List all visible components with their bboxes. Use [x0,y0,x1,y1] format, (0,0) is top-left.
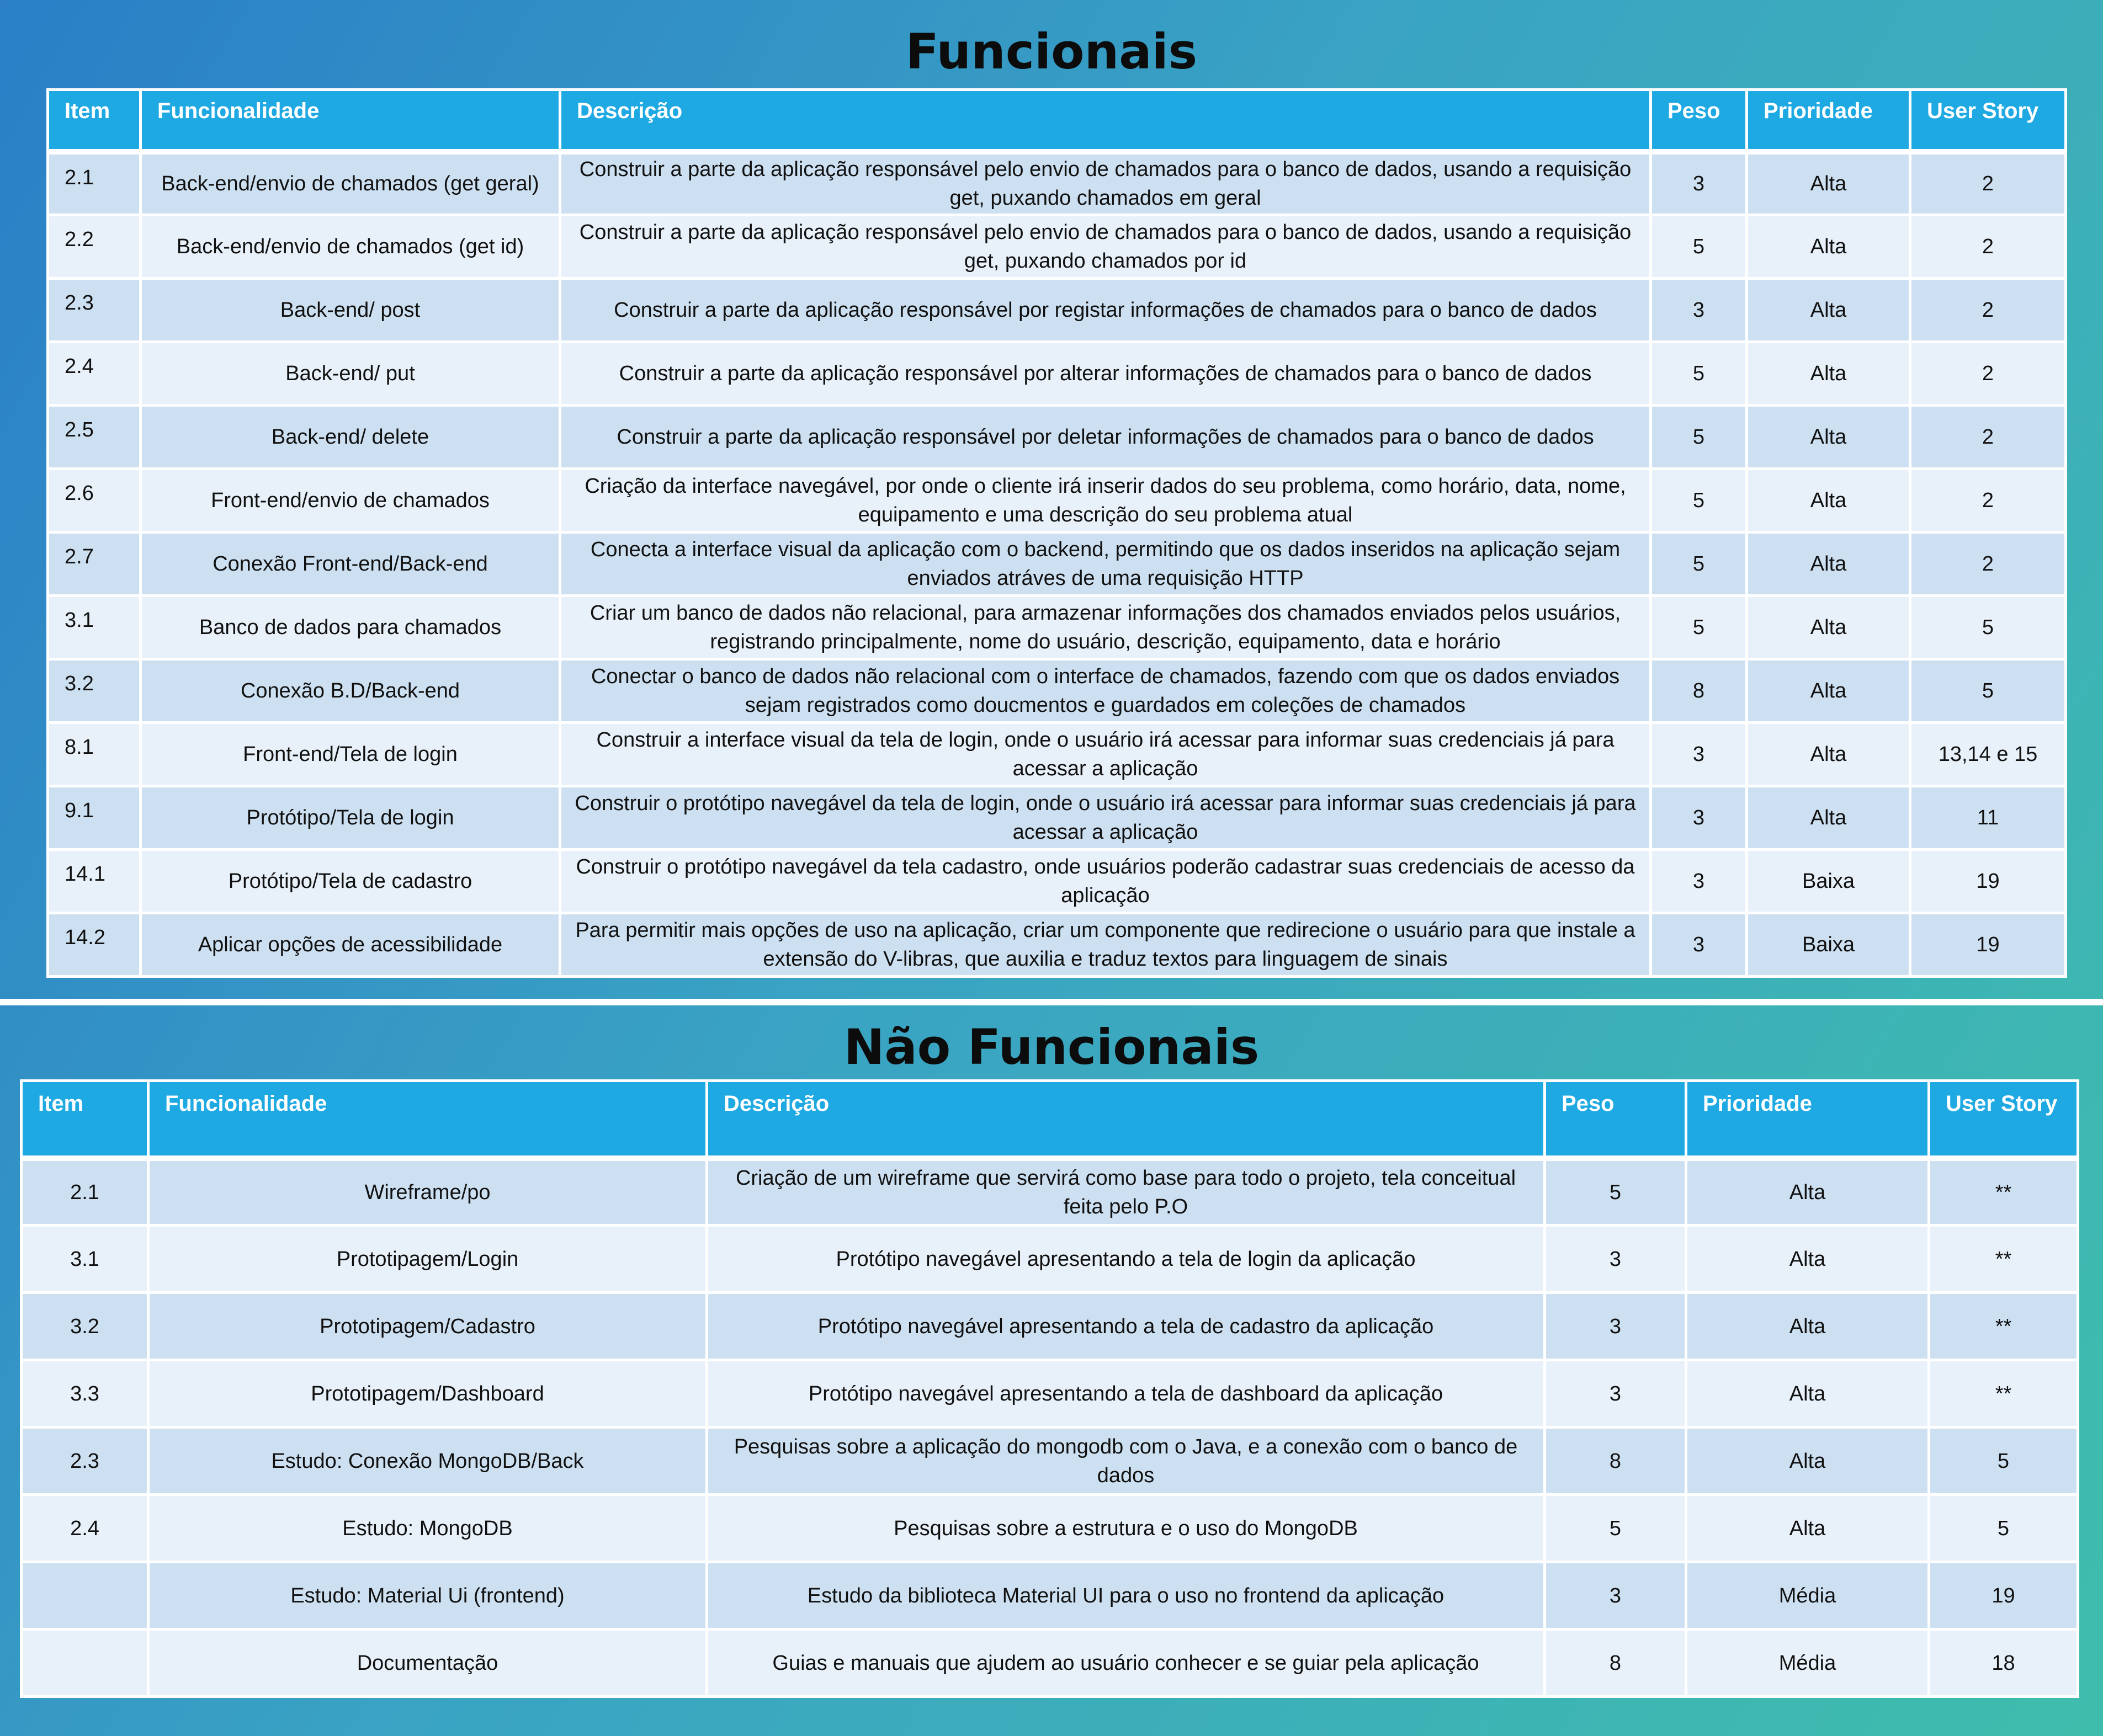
cell-user-story: ** [1929,1226,2078,1293]
cell-item: 2.3 [48,279,141,342]
table-row [48,786,2066,850]
cell-item: 2.4 [22,1495,148,1562]
header-funcionalidade: Funcionalidade [148,1081,707,1158]
cell-descricao: Conecta a interface visual da aplicação com o backend, permitindo que os dados inseridos na aplicação sejam enviados atráves de uma requisição HTTP [560,532,1651,596]
cell-user-story: 5 [1929,1495,2078,1562]
cell-peso: 3 [1651,152,1747,215]
cell-prioridade: Alta [1747,532,1910,596]
cell-peso: 3 [1651,279,1747,342]
header-item: Item [48,90,141,152]
cell-prioridade: Alta [1686,1360,1929,1428]
cell-descricao: Protótipo navegável apresentando a tela de cadastro da aplicação [707,1293,1545,1360]
cell-descricao: Construir o protótipo navegável da tela cadastro, onde usuários poderão cadastrar suas credenciais de acesso da aplicação [560,850,1651,913]
cell-peso: 8 [1545,1630,1686,1697]
cell-funcionalidade: Back-end/ delete [141,406,560,469]
table-row [48,723,2066,786]
cell-prioridade: Alta [1747,279,1910,342]
cell-descricao: Criação da interface navegável, por onde o cliente irá inserir dados do seu problema, como horário, data, nome, equipamento e uma descrição do seu problema atual [560,469,1651,532]
table-row [48,469,2066,532]
table-row [48,342,2066,406]
header-prioridade: Prioridade [1747,90,1910,152]
cell-funcionalidade: Estudo: MongoDB [148,1495,707,1562]
cell-descricao: Construir a parte da aplicação responsável por registar informações de chamados para o banco de dados [560,279,1651,342]
cell-funcionalidade: Prototipagem/Login [148,1226,707,1293]
cell-prioridade: Alta [1686,1158,1929,1226]
cell-item: 3.1 [48,596,141,659]
cell-peso: 3 [1545,1360,1686,1428]
cell-user-story: 13,14 e 15 [1910,723,2066,786]
table-header-row [22,1081,2078,1158]
cell-item: 3.3 [22,1360,148,1428]
cell-user-story: 11 [1910,786,2066,850]
table-row [22,1562,2078,1630]
cell-funcionalidade: Documentação [148,1630,707,1697]
table-row [48,532,2066,596]
cell-peso: 5 [1545,1495,1686,1562]
cell-descricao: Conectar o banco de dados não relacional com o interface de chamados, fazendo com que os dados enviados sejam registrados como doucmentos e guardados em coleções de chamados [560,659,1651,723]
cell-peso: 5 [1651,215,1747,279]
cell-item [22,1562,148,1630]
table-row [22,1360,2078,1428]
cell-descricao: Protótipo navegável apresentando a tela de login da aplicação [707,1226,1545,1293]
table-row [48,596,2066,659]
cell-funcionalidade: Aplicar opções de acessibilidade [141,913,560,977]
non-functional-requirements-table [20,1079,2079,1698]
header-descricao: Descrição [560,90,1651,152]
cell-peso: 8 [1545,1428,1686,1495]
section-divider [0,999,2103,1005]
cell-item: 9.1 [48,786,141,850]
cell-prioridade: Média [1686,1630,1929,1697]
cell-peso: 5 [1545,1158,1686,1226]
cell-funcionalidade: Conexão B.D/Back-end [141,659,560,723]
cell-descricao: Construir o protótipo navegável da tela de login, onde o usuário irá acessar para informar suas credenciais já para acessar a aplicação [560,786,1651,850]
cell-funcionalidade: Front-end/Tela de login [141,723,560,786]
cell-item: 2.3 [22,1428,148,1495]
cell-item: 3.2 [48,659,141,723]
cell-funcionalidade: Protótipo/Tela de cadastro [141,850,560,913]
cell-prioridade: Alta [1747,152,1910,215]
cell-user-story: 19 [1910,850,2066,913]
cell-prioridade: Alta [1747,786,1910,850]
cell-funcionalidade: Back-end/ post [141,279,560,342]
cell-peso: 3 [1545,1293,1686,1360]
cell-user-story: 5 [1910,659,2066,723]
table-row [48,152,2066,215]
table-row [22,1293,2078,1360]
cell-user-story: 2 [1910,279,2066,342]
header-descricao: Descrição [707,1081,1545,1158]
cell-prioridade: Baixa [1747,913,1910,977]
cell-item [22,1630,148,1697]
cell-peso: 8 [1651,659,1747,723]
cell-descricao: Para permitir mais opções de uso na aplicação, criar um componente que redirecione o usuário para que instale a extensão do V-libras, que auxilia e traduz textos para linguagem de sinais [560,913,1651,977]
header-peso: Peso [1545,1081,1686,1158]
cell-funcionalidade: Back-end/envio de chamados (get id) [141,215,560,279]
cell-item: 2.1 [48,152,141,215]
cell-prioridade: Média [1686,1562,1929,1630]
functional-requirements-table [46,88,2067,978]
cell-peso: 3 [1651,723,1747,786]
table-row [22,1158,2078,1226]
cell-item: 14.1 [48,850,141,913]
cell-item: 2.4 [48,342,141,406]
cell-funcionalidade: Protótipo/Tela de login [141,786,560,850]
cell-peso: 3 [1651,786,1747,850]
non-functional-title: Não Funcionais [843,1019,1260,1075]
cell-peso: 5 [1651,532,1747,596]
cell-descricao: Construir a parte da aplicação responsável por deletar informações de chamados para o banco de dados [560,406,1651,469]
table-row [48,659,2066,723]
cell-peso: 3 [1651,913,1747,977]
cell-user-story: 2 [1910,152,2066,215]
table-row [48,406,2066,469]
cell-prioridade: Alta [1747,469,1910,532]
cell-funcionalidade: Banco de dados para chamados [141,596,560,659]
cell-peso: 5 [1651,406,1747,469]
cell-peso: 3 [1545,1562,1686,1630]
cell-prioridade: Alta [1747,406,1910,469]
cell-user-story: 2 [1910,215,2066,279]
table-row [48,215,2066,279]
functional-title: Funcionais [905,23,1198,80]
cell-peso: 5 [1651,469,1747,532]
header-user-story: User Story [1910,90,2066,152]
cell-user-story: 5 [1910,596,2066,659]
cell-descricao: Construir a parte da aplicação responsável por alterar informações de chamados para o banco de dados [560,342,1651,406]
cell-user-story: 18 [1929,1630,2078,1697]
cell-peso: 3 [1545,1226,1686,1293]
cell-descricao: Criar um banco de dados não relacional, para armazenar informações dos chamados enviados pelos usuários, registrando principalmente, nome do usuário, descrição, equipamento, data e horário [560,596,1651,659]
cell-item: 14.2 [48,913,141,977]
cell-user-story: 5 [1929,1428,2078,1495]
cell-prioridade: Alta [1686,1226,1929,1293]
cell-descricao: Construir a parte da aplicação responsável pelo envio de chamados para o banco de dados, usando a requisição get, puxando chamados em geral [560,152,1651,215]
cell-prioridade: Baixa [1747,850,1910,913]
header-funcionalidade: Funcionalidade [141,90,560,152]
cell-user-story: ** [1929,1293,2078,1360]
cell-peso: 3 [1651,850,1747,913]
cell-prioridade: Alta [1747,215,1910,279]
cell-item: 2.2 [48,215,141,279]
cell-item: 2.7 [48,532,141,596]
cell-item: 8.1 [48,723,141,786]
table-row [22,1495,2078,1562]
table-row [48,913,2066,977]
table-row [48,850,2066,913]
cell-descricao: Protótipo navegável apresentando a tela de dashboard da aplicação [707,1360,1545,1428]
table-row [22,1428,2078,1495]
cell-funcionalidade: Front-end/envio de chamados [141,469,560,532]
cell-descricao: Estudo da biblioteca Material UI para o uso no frontend da aplicação [707,1562,1545,1630]
cell-descricao: Pesquisas sobre a estrutura e o uso do MongoDB [707,1495,1545,1562]
cell-prioridade: Alta [1686,1495,1929,1562]
header-user-story: User Story [1929,1081,2078,1158]
cell-descricao: Guias e manuais que ajudem ao usuário conhecer e se guiar pela aplicação [707,1630,1545,1697]
cell-funcionalidade: Prototipagem/Dashboard [148,1360,707,1428]
cell-item: 3.1 [22,1226,148,1293]
cell-funcionalidade: Estudo: Conexão MongoDB/Back [148,1428,707,1495]
cell-peso: 5 [1651,342,1747,406]
cell-prioridade: Alta [1686,1428,1929,1495]
cell-prioridade: Alta [1747,723,1910,786]
header-peso: Peso [1651,90,1747,152]
cell-item: 2.5 [48,406,141,469]
cell-user-story: 2 [1910,469,2066,532]
table-row [22,1630,2078,1697]
cell-item: 2.6 [48,469,141,532]
cell-user-story: 2 [1910,532,2066,596]
cell-prioridade: Alta [1747,342,1910,406]
cell-user-story: 19 [1910,913,2066,977]
cell-descricao: Pesquisas sobre a aplicação do mongodb com o Java, e a conexão com o banco de dados [707,1428,1545,1495]
cell-prioridade: Alta [1747,596,1910,659]
cell-descricao: Construir a parte da aplicação responsável pelo envio de chamados para o banco de dados, usando a requisição get, puxando chamados por id [560,215,1651,279]
cell-prioridade: Alta [1686,1293,1929,1360]
cell-funcionalidade: Conexão Front-end/Back-end [141,532,560,596]
cell-user-story: ** [1929,1158,2078,1226]
table-header-row [48,90,2066,152]
cell-prioridade: Alta [1747,659,1910,723]
cell-item: 2.1 [22,1158,148,1226]
cell-item: 3.2 [22,1293,148,1360]
table-row [22,1226,2078,1293]
cell-peso: 5 [1651,596,1747,659]
cell-descricao: Construir a interface visual da tela de login, onde o usuário irá acessar para informar suas credenciais já para acessar a aplicação [560,723,1651,786]
cell-funcionalidade: Back-end/ put [141,342,560,406]
cell-funcionalidade: Estudo: Material Ui (frontend) [148,1562,707,1630]
header-item: Item [22,1081,148,1158]
cell-funcionalidade: Prototipagem/Cadastro [148,1293,707,1360]
cell-user-story: 19 [1929,1562,2078,1630]
cell-descricao: Criação de um wireframe que servirá como base para todo o projeto, tela conceitual feita pelo P.O [707,1158,1545,1226]
cell-user-story: ** [1929,1360,2078,1428]
cell-funcionalidade: Wireframe/po [148,1158,707,1226]
cell-user-story: 2 [1910,406,2066,469]
header-prioridade: Prioridade [1686,1081,1929,1158]
table-row [48,279,2066,342]
cell-user-story: 2 [1910,342,2066,406]
cell-funcionalidade: Back-end/envio de chamados (get geral) [141,152,560,215]
